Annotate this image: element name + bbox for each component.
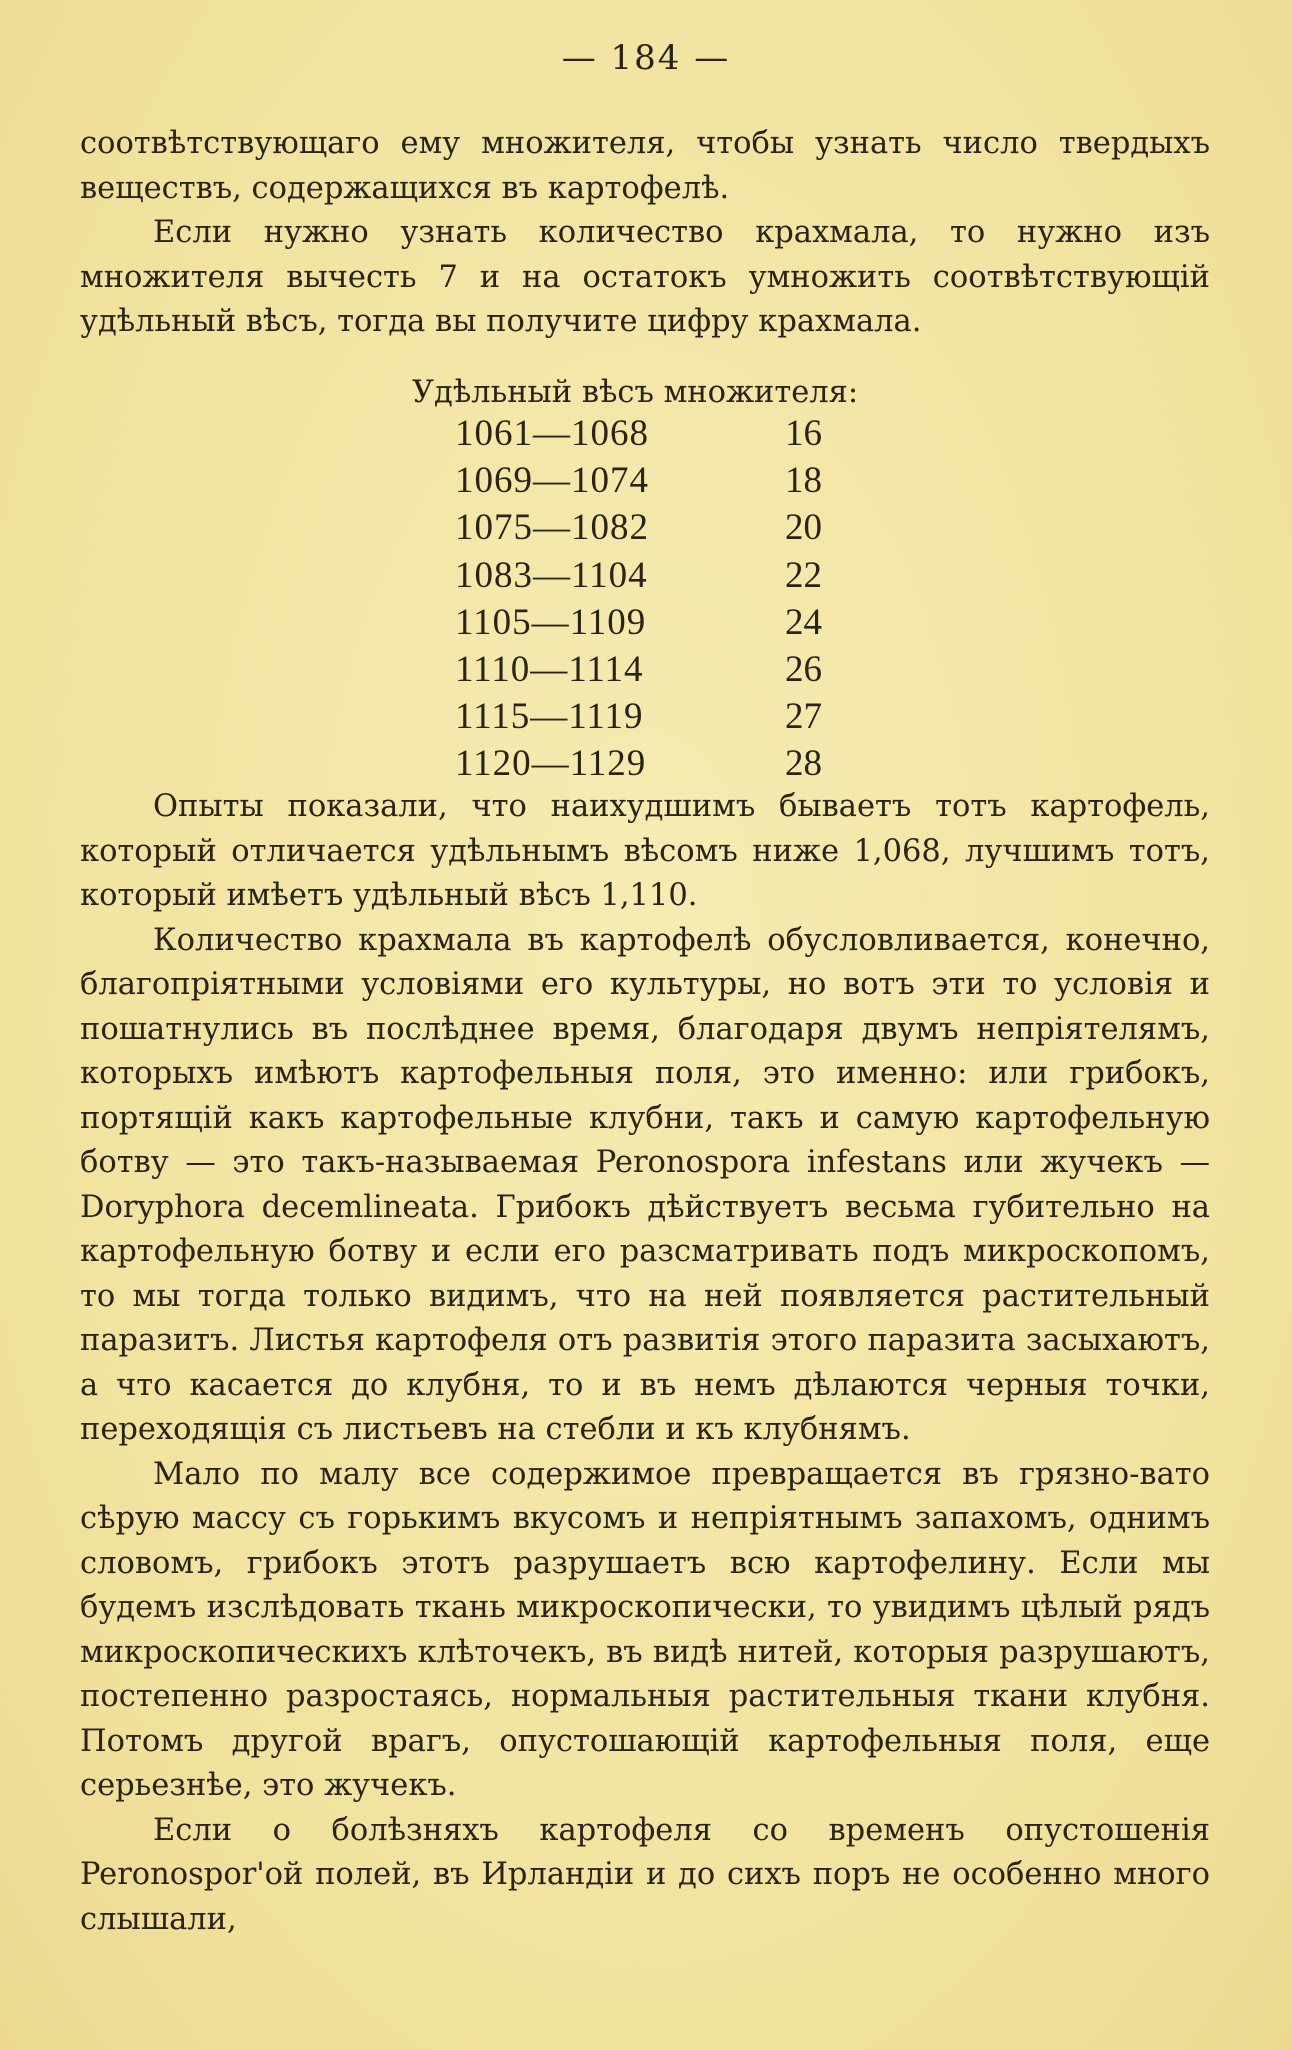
table-row [455,693,845,740]
gravity-range: 1105—1109 [455,601,647,643]
multiplier: 20 [785,507,822,549]
table-title: Удѣльный вѣсъ множителя: [412,375,859,410]
paragraph-continuation: соотвѣтствующаго ему множителя, чтобы узнать число твердыхъ веществъ, содержащихся въ картофелѣ. [80,126,1210,206]
table-row [455,410,845,457]
paragraph-starch: Если нужно узнать количество крахмала, то нужно изъ множителя вычесть 7 и на остатокъ умножить соотвѣтствующій удѣльный вѣсъ, тогда вы получите цифру крахмала. [80,215,1210,339]
multiplier: 16 [785,413,822,454]
gravity-range: 1115—1119 [455,696,644,738]
table-row [455,740,845,787]
gravity-range: 1061—1068 [455,413,649,454]
main-text [80,785,1210,1942]
table-row [455,599,845,646]
multiplier: 24 [785,601,822,643]
gravity-range: 1120—1129 [455,743,647,785]
table-rows [455,410,845,788]
paragraph-fungus-effect: Мало по малу все содержимое превращается въ грязно-вато сѣрую массу съ горькимъ вкусомъ и непріятнымъ запахомъ, однимъ словомъ, грибокъ этотъ разрушаетъ всю картофелину. Если мы будемъ изслѣдовать ткань микроскопически, то увидимъ цѣлый рядъ микроскопическихъ клѣточекъ, въ видѣ нитей, которыя разрушаютъ, постепенно разростаясь, нормальныя растительныя ткани клубня. Потомъ другой врагъ, опустошающій картофельныя поля, еще серьезнѣе, это жучекъ. [80,1456,1210,1803]
gravity-range: 1110—1114 [455,648,644,690]
multiplier: 28 [785,743,822,785]
page-number: — 184 — [561,38,731,78]
paragraph-enemies: Количество крахмала въ картофелѣ обусловливается, конечно, благопріятными условіями его культуры, но вотъ эти то условія и пошатнулись въ послѣднее время, благодаря двумъ непріятелямъ, которыхъ имѣютъ картофельныя поля, это именно: или грибокъ, портящій какъ картофельные клубни, такъ и самую картофельную ботву — это такъ-называемая Peronospora infestans или жучекъ — Doryphora decemlineata. Грибокъ дѣйствуетъ весьма губительно на картофельную ботву и если его разсматривать подъ микроскопомъ, то мы тогда только видимъ, что на ней появляется растительный паразитъ. Листья картофеля отъ развитія этого паразита засыхаютъ, а что касается до клубня, то и въ немъ дѣлаются черныя точки, переходящія съ листьевъ на стебли и къ клубнямъ. [80,922,1210,1447]
table-row [455,646,845,693]
table-row [455,504,845,551]
multiplier: 27 [785,696,822,738]
paragraph-experiments: Опыты показали, что наихудшимъ бываетъ тотъ картофель, который отличается удѣльнымъ вѣсомъ ниже 1,068, лучшимъ тотъ, который имѣетъ удѣльный вѣсъ 1,110. [80,789,1210,913]
intro-text [80,122,1210,345]
multiplier: 22 [785,554,822,596]
multiplier: 26 [785,648,822,690]
multiplier: 18 [785,460,822,502]
table-row [455,552,845,599]
gravity-range: 1075—1082 [455,507,649,549]
gravity-range: 1083—1104 [455,554,648,596]
gravity-range: 1069—1074 [455,460,649,502]
table-row [455,457,845,504]
paragraph-ireland: Если о болѣзняхъ картофеля со временъ опустошенія Peronospor'ой полей, въ Ирландіи и до сихъ поръ не особенно много слышали, [80,1812,1210,1937]
